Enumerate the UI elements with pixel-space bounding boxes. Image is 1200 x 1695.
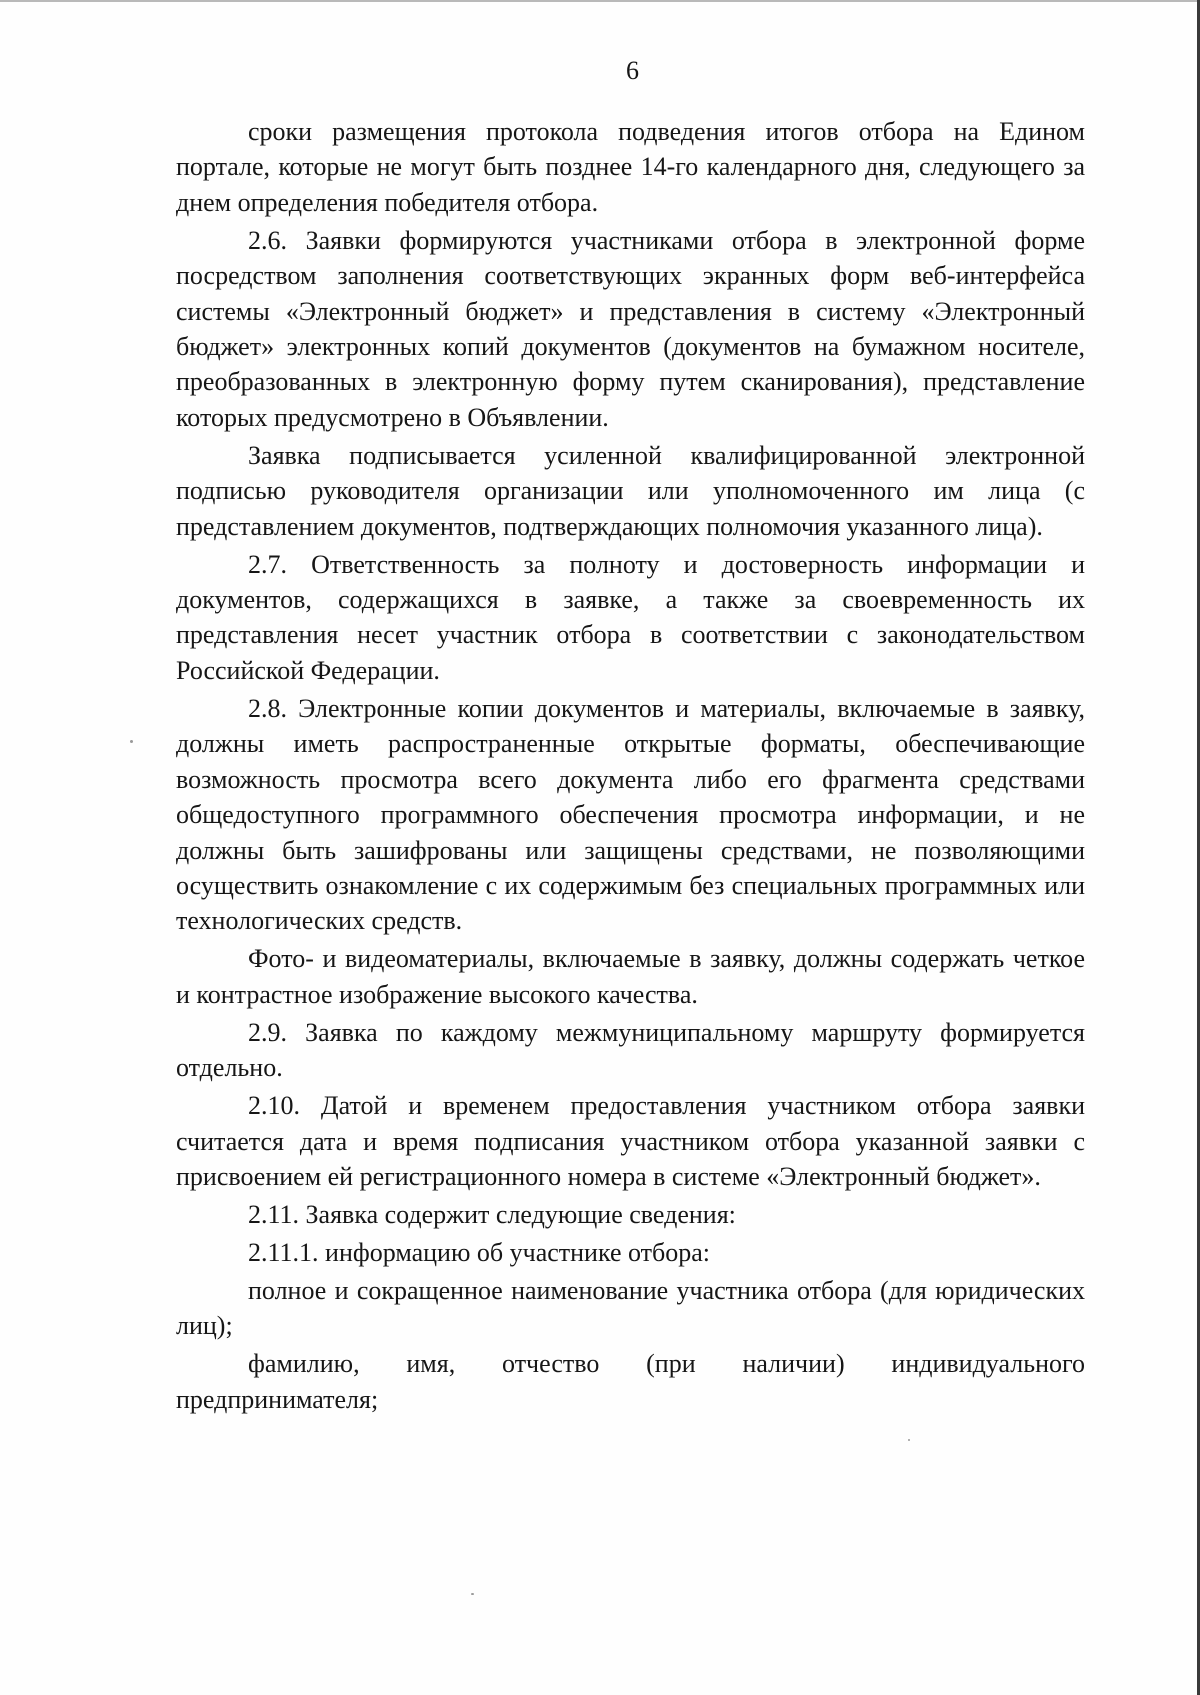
scan-edge-top [0, 0, 1200, 2]
paragraph-entrepreneur-name: фамилию, имя, отчество (при наличии) индивидуального предпринимателя; [176, 1349, 1085, 1414]
scan-speck [130, 740, 133, 743]
paragraph-photo-video: Фото- и видеоматериалы, включаемые в заявку, должны содержать четкое и контрастное изображение высокого качества. [176, 944, 1085, 1009]
page-number: 6 [626, 56, 639, 85]
paragraph-2-11-1: 2.11.1. информацию об участнике отбора: [248, 1237, 710, 1267]
paragraph-2-6: 2.6. Заявки формируются участниками отбора в электронной форме посредством заполнения соответствующих экранных форм веб-интерфейса системы «Электронный бюджет» и представления в систему «Электронный бюджет» электронных копий документов (документов на бумажном носителе, преобразованных в электронную форму путем сканирования), представление которых предусмотрено в Объявлении. [176, 225, 1085, 432]
paragraph-2-8: 2.8. Электронные копии документов и материалы, включаемые в заявку, должны иметь распространенные открытые форматы, обеспечивающие возможность просмотра всего документа либо его фрагмента средствами общедоступного программного обеспечения просмотра информации, и не должны быть зашифрованы или защищены средствами, не позволяющими осуществить ознакомление с их содержимым без специальных программных или технологических средств. [176, 693, 1085, 936]
scan-speck [908, 1439, 910, 1441]
document-body [176, 114, 1085, 1417]
paragraph-2-11: 2.11. Заявка содержит следующие сведения: [248, 1199, 736, 1229]
paragraph-legal-entity-name: полное и сокращенное наименование участника отбора (для юридических лиц); [176, 1275, 1085, 1341]
paragraph-deadline-protocol: сроки размещения протокола подведения итогов отбора на Едином портале, которые не могут быть позднее 14-го календарного дня, следующего за днем определения победителя отбора. [176, 117, 1085, 217]
scan-speck [471, 1593, 474, 1595]
paragraph-2-9: 2.9. Заявка по каждому межмуниципальному маршруту формируется отдельно. [176, 1017, 1085, 1083]
paragraph-signature: Заявка подписывается усиленной квалифицированной электронной подписью руководителя организации или уполномоченного им лица (с представлением документов, подтверждающих полномочия указанного лица). [176, 440, 1085, 541]
paragraph-2-7: 2.7. Ответственность за полноту и достоверность информации и документов, содержащихся в заявке, а также за своевременность их представления несет участник отбора в соответствии с законодательством Российской Федерации. [176, 549, 1085, 685]
paragraph-2-10: 2.10. Датой и временем предоставления участником отбора заявки считается дата и время подписания участником отбора указанной заявки с присвоением ей регистрационного номера в системе «Электронный бюджет». [176, 1091, 1085, 1191]
